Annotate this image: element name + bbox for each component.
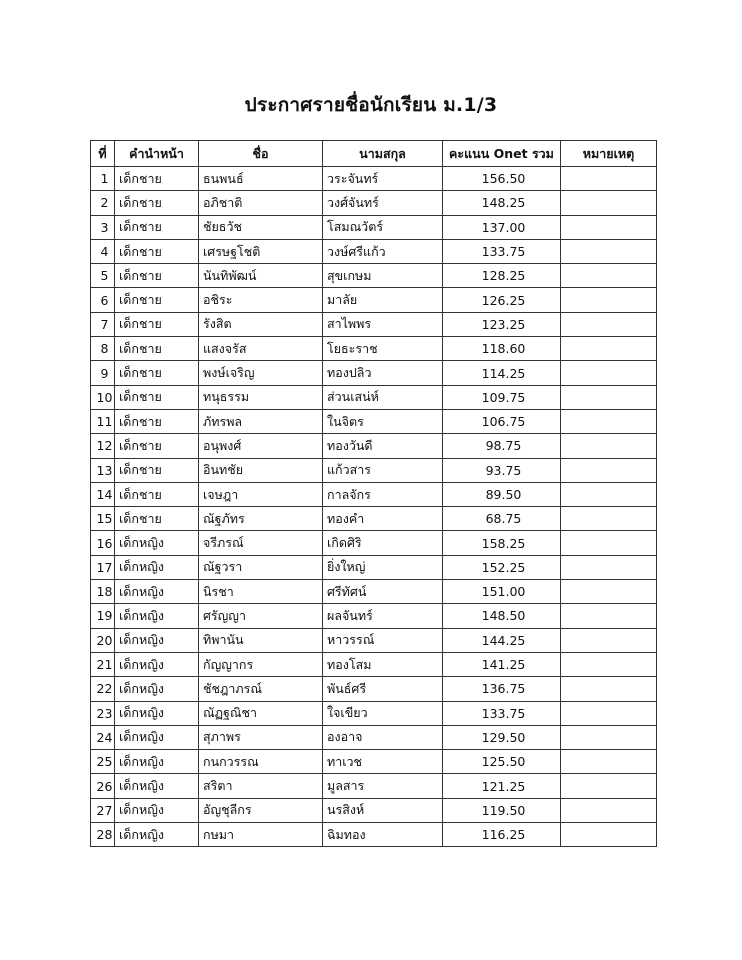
row-prefix: เด็กหญิง <box>115 798 199 822</box>
row-number: 9 <box>91 361 115 385</box>
row-score: 148.25 <box>443 191 561 215</box>
page-title: ประกาศรายชื่อนักเรียน ม.1/3 <box>244 94 498 116</box>
row-surname: หาวรรณ์ <box>323 628 443 652</box>
row-first-name: กษมา <box>199 823 323 847</box>
row-first-name: นิรชา <box>199 580 323 604</box>
row-first-name: อภิชาติ <box>199 191 323 215</box>
row-score: 109.75 <box>443 385 561 409</box>
row-number: 1 <box>91 167 115 191</box>
row-score: 89.50 <box>443 482 561 506</box>
row-score: 116.25 <box>443 823 561 847</box>
row-number: 28 <box>91 823 115 847</box>
row-score: 121.25 <box>443 774 561 798</box>
header-no: ที่ <box>91 141 115 167</box>
table-row <box>91 458 657 482</box>
row-note <box>561 701 657 725</box>
table-row <box>91 312 657 336</box>
row-score: 123.25 <box>443 312 561 336</box>
table-row <box>91 701 657 725</box>
table-row <box>91 361 657 385</box>
row-score: 125.50 <box>443 750 561 774</box>
row-note <box>561 531 657 555</box>
row-first-name: ทิพานัน <box>199 628 323 652</box>
row-surname: ทองวันดี <box>323 434 443 458</box>
table-row <box>91 434 657 458</box>
row-surname: วงษ์ศรีแก้ว <box>323 239 443 263</box>
table-row <box>91 239 657 263</box>
header-score: คะแนน Onet รวม <box>443 141 561 167</box>
row-first-name: ณัฐภัทร <box>199 507 323 531</box>
row-note <box>561 385 657 409</box>
row-number: 14 <box>91 482 115 506</box>
row-number: 12 <box>91 434 115 458</box>
row-first-name: ณัฐวรา <box>199 555 323 579</box>
row-surname: โยธะราช <box>323 337 443 361</box>
row-score: 118.60 <box>443 337 561 361</box>
row-note <box>561 264 657 288</box>
row-score: 141.25 <box>443 652 561 676</box>
row-number: 18 <box>91 580 115 604</box>
table-row <box>91 604 657 628</box>
row-prefix: เด็กหญิง <box>115 677 199 701</box>
row-prefix: เด็กชาย <box>115 409 199 433</box>
row-prefix: เด็กหญิง <box>115 555 199 579</box>
row-prefix: เด็กหญิง <box>115 774 199 798</box>
row-score: 114.25 <box>443 361 561 385</box>
row-number: 13 <box>91 458 115 482</box>
row-surname: แก้วสาร <box>323 458 443 482</box>
table-row <box>91 288 657 312</box>
row-first-name: พงษ์เจริญ <box>199 361 323 385</box>
row-number: 20 <box>91 628 115 652</box>
row-surname: กาลจักร <box>323 482 443 506</box>
table-row <box>91 167 657 191</box>
row-note <box>561 580 657 604</box>
row-score: 148.50 <box>443 604 561 628</box>
row-first-name: ภัทรพล <box>199 409 323 433</box>
row-surname: ทองปลิว <box>323 361 443 385</box>
table-row <box>91 482 657 506</box>
table-body <box>91 167 657 847</box>
row-prefix: เด็กหญิง <box>115 823 199 847</box>
table-row <box>91 677 657 701</box>
row-prefix: เด็กชาย <box>115 337 199 361</box>
row-number: 25 <box>91 750 115 774</box>
row-first-name: อินทชัย <box>199 458 323 482</box>
row-note <box>561 798 657 822</box>
row-prefix: เด็กหญิง <box>115 725 199 749</box>
row-first-name: สริตา <box>199 774 323 798</box>
row-surname: มูลสาร <box>323 774 443 798</box>
row-number: 22 <box>91 677 115 701</box>
table-row <box>91 531 657 555</box>
table-row <box>91 774 657 798</box>
row-note <box>561 312 657 336</box>
row-note <box>561 677 657 701</box>
row-prefix: เด็กชาย <box>115 434 199 458</box>
row-note <box>561 628 657 652</box>
row-note <box>561 434 657 458</box>
row-note <box>561 823 657 847</box>
row-surname: ยิ่งใหญ่ <box>323 555 443 579</box>
row-score: 68.75 <box>443 507 561 531</box>
header-prefix: คำนำหน้า <box>115 141 199 167</box>
row-prefix: เด็กชาย <box>115 215 199 239</box>
row-surname: เกิดศิริ <box>323 531 443 555</box>
table-row <box>91 798 657 822</box>
row-number: 21 <box>91 652 115 676</box>
row-score: 151.00 <box>443 580 561 604</box>
row-score: 98.75 <box>443 434 561 458</box>
row-note <box>561 288 657 312</box>
row-score: 126.25 <box>443 288 561 312</box>
row-note <box>561 191 657 215</box>
header-name: ชื่อ <box>199 141 323 167</box>
row-first-name: ชัยธวัช <box>199 215 323 239</box>
row-number: 8 <box>91 337 115 361</box>
row-prefix: เด็กชาย <box>115 288 199 312</box>
row-score: 152.25 <box>443 555 561 579</box>
row-first-name: ธนพนธ์ <box>199 167 323 191</box>
row-score: 128.25 <box>443 264 561 288</box>
row-prefix: เด็กชาย <box>115 191 199 215</box>
row-note <box>561 774 657 798</box>
row-prefix: เด็กหญิง <box>115 580 199 604</box>
row-score: 144.25 <box>443 628 561 652</box>
row-number: 19 <box>91 604 115 628</box>
row-number: 11 <box>91 409 115 433</box>
row-surname: สุขเกษม <box>323 264 443 288</box>
row-note <box>561 750 657 774</box>
row-prefix: เด็กหญิง <box>115 531 199 555</box>
row-score: 129.50 <box>443 725 561 749</box>
row-prefix: เด็กชาย <box>115 264 199 288</box>
row-prefix: เด็กชาย <box>115 385 199 409</box>
row-surname: ส่วนเสน่ห์ <box>323 385 443 409</box>
table-row <box>91 409 657 433</box>
row-prefix: เด็กหญิง <box>115 701 199 725</box>
table-row <box>91 750 657 774</box>
row-first-name: ชัชฎาภรณ์ <box>199 677 323 701</box>
row-score: 133.75 <box>443 701 561 725</box>
row-prefix: เด็กชาย <box>115 458 199 482</box>
table-row <box>91 191 657 215</box>
header-row <box>91 141 657 167</box>
row-number: 26 <box>91 774 115 798</box>
row-score: 156.50 <box>443 167 561 191</box>
row-first-name: ณัฏฐณิชา <box>199 701 323 725</box>
row-score: 106.75 <box>443 409 561 433</box>
table-row <box>91 337 657 361</box>
table-row <box>91 823 657 847</box>
row-number: 3 <box>91 215 115 239</box>
row-prefix: เด็กหญิง <box>115 604 199 628</box>
row-score: 136.75 <box>443 677 561 701</box>
row-note <box>561 361 657 385</box>
row-first-name: รังสิต <box>199 312 323 336</box>
row-number: 10 <box>91 385 115 409</box>
row-surname: พันธ์ศรี <box>323 677 443 701</box>
row-note <box>561 555 657 579</box>
table-row <box>91 555 657 579</box>
row-prefix: เด็กหญิง <box>115 750 199 774</box>
table-row <box>91 264 657 288</box>
row-first-name: อนุพงศ์ <box>199 434 323 458</box>
row-surname: ผลจันทร์ <box>323 604 443 628</box>
table-row <box>91 725 657 749</box>
row-first-name: ทนุธรรม <box>199 385 323 409</box>
row-number: 16 <box>91 531 115 555</box>
row-first-name: จรีภรณ์ <box>199 531 323 555</box>
table-row <box>91 652 657 676</box>
row-surname: ฉิมทอง <box>323 823 443 847</box>
row-note <box>561 725 657 749</box>
row-surname: สาไพพร <box>323 312 443 336</box>
row-surname: นรสิงห์ <box>323 798 443 822</box>
row-surname: ศรีทัศน์ <box>323 580 443 604</box>
table-row <box>91 385 657 409</box>
row-number: 24 <box>91 725 115 749</box>
row-note <box>561 458 657 482</box>
row-prefix: เด็กชาย <box>115 167 199 191</box>
row-surname: ทองโสม <box>323 652 443 676</box>
row-first-name: อชิระ <box>199 288 323 312</box>
row-score: 158.25 <box>443 531 561 555</box>
row-surname: ทาเวช <box>323 750 443 774</box>
table-row <box>91 215 657 239</box>
table-row <box>91 628 657 652</box>
header-note: หมายเหตุ <box>561 141 657 167</box>
row-surname: ทองคำ <box>323 507 443 531</box>
row-surname: วงศ์จันทร์ <box>323 191 443 215</box>
student-table <box>90 140 657 847</box>
row-number: 4 <box>91 239 115 263</box>
row-first-name: ศรัญญา <box>199 604 323 628</box>
table-row <box>91 580 657 604</box>
row-score: 137.00 <box>443 215 561 239</box>
row-number: 6 <box>91 288 115 312</box>
row-number: 17 <box>91 555 115 579</box>
row-note <box>561 167 657 191</box>
row-note <box>561 482 657 506</box>
row-surname: โสมณวัตร์ <box>323 215 443 239</box>
row-first-name: แสงจรัส <box>199 337 323 361</box>
row-number: 23 <box>91 701 115 725</box>
row-number: 5 <box>91 264 115 288</box>
row-surname: มาลัย <box>323 288 443 312</box>
row-prefix: เด็กชาย <box>115 507 199 531</box>
row-first-name: อัญชุลีกร <box>199 798 323 822</box>
row-number: 27 <box>91 798 115 822</box>
row-score: 119.50 <box>443 798 561 822</box>
row-note <box>561 215 657 239</box>
row-prefix: เด็กหญิง <box>115 652 199 676</box>
row-number: 7 <box>91 312 115 336</box>
row-note <box>561 239 657 263</box>
row-score: 133.75 <box>443 239 561 263</box>
row-prefix: เด็กชาย <box>115 482 199 506</box>
row-surname: ในจิตร <box>323 409 443 433</box>
row-number: 15 <box>91 507 115 531</box>
row-prefix: เด็กชาย <box>115 361 199 385</box>
row-note <box>561 409 657 433</box>
row-score: 93.75 <box>443 458 561 482</box>
row-first-name: สุภาพร <box>199 725 323 749</box>
row-note <box>561 337 657 361</box>
row-prefix: เด็กชาย <box>115 312 199 336</box>
table-row <box>91 507 657 531</box>
row-note <box>561 652 657 676</box>
row-first-name: กนกวรรณ <box>199 750 323 774</box>
row-surname: ใจเขียว <box>323 701 443 725</box>
row-first-name: เจษฎา <box>199 482 323 506</box>
row-first-name: กัญญากร <box>199 652 323 676</box>
row-prefix: เด็กหญิง <box>115 628 199 652</box>
row-note <box>561 507 657 531</box>
row-first-name: นันทิพัฒน์ <box>199 264 323 288</box>
row-number: 2 <box>91 191 115 215</box>
header-surname: นามสกุล <box>323 141 443 167</box>
row-surname: วระจันทร์ <box>323 167 443 191</box>
row-prefix: เด็กชาย <box>115 239 199 263</box>
row-first-name: เศรษฐโชติ <box>199 239 323 263</box>
row-surname: องอาจ <box>323 725 443 749</box>
row-note <box>561 604 657 628</box>
